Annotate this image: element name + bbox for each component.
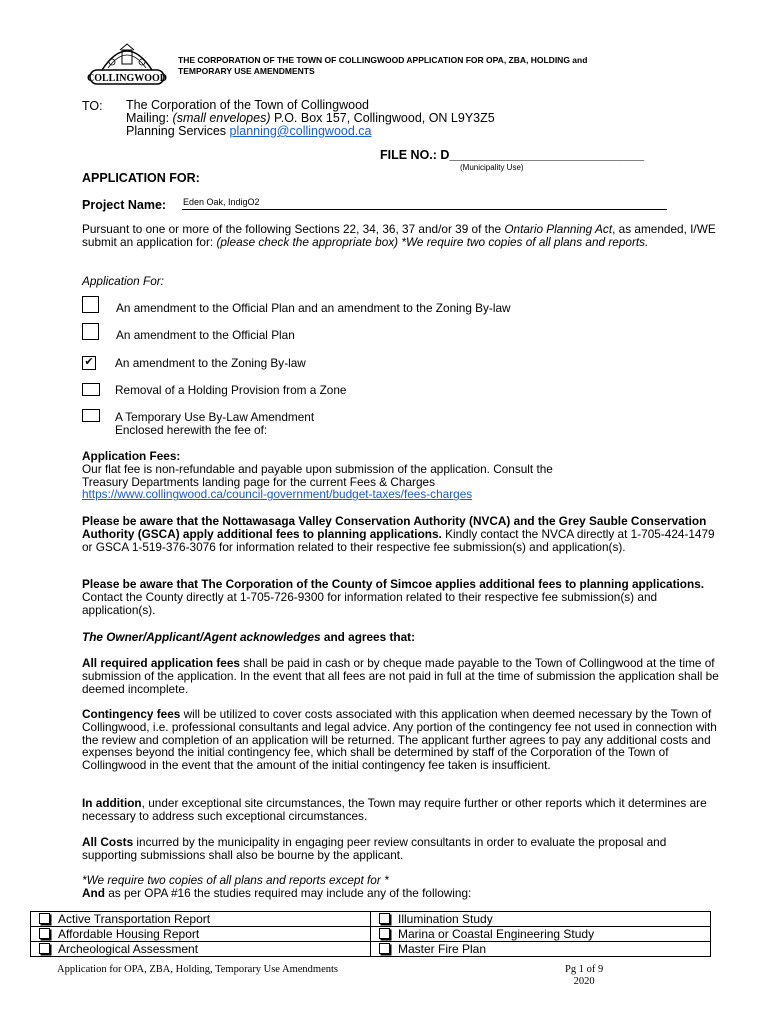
fees-charges-link[interactable]: https://www.collingwood.ca/council-government/budget-taxes/fees-charges xyxy=(82,487,473,502)
option-label-opa-zba: An amendment to the Official Plan and an amendment to the Zoning By-law xyxy=(116,301,511,315)
contingency-paragraph: Contingency fees will be utilized to cover costs associated with this application when deemed necessary by the Town of Collingwood, i.e. professional consultants and legal advice. Any portion of the contingency fee not used in connection with the review and completion of an application will be returned. The applicant further agrees to pay any additional costs and expenses beyond the initial contingency fee, which shall be determined by staff of the Corporation of the Town of Collingwood in the event that the amount of the initial contingency fee taken is insufficient. xyxy=(82,707,717,773)
footer-year: 2020 xyxy=(573,976,595,987)
address-block xyxy=(126,99,495,138)
option-label-opa: An amendment to the Official Plan xyxy=(116,328,295,342)
nvca-notice: Please be aware that the Nottawasaga Valley Conservation Authority (NVCA) and the Grey Sauble Conservation Authority (GSCA) apply additional fees to planning applications. Kindly contact the NVCA directly at 1-705-424-1479 or GSCA 1-519-376-3076 for information related to their respective fee submission(s) and application(s). xyxy=(82,514,715,554)
application-for-subheading: Application For: xyxy=(82,274,164,288)
study-cell[interactable]: Marina or Coastal Engineering Study xyxy=(371,927,711,942)
document-title: THE CORPORATION OF THE TOWN OF COLLINGWOOD APPLICATION FOR OPA, ZBA, HOLDING and TEMPORARY USE AMENDMENTS xyxy=(178,55,588,76)
option-label-holding: Removal of a Holding Provision from a Zone xyxy=(115,383,347,397)
studies-table xyxy=(30,911,711,957)
checkbox-icon xyxy=(379,943,390,954)
email-link[interactable]: planning@collingwood.ca xyxy=(229,124,372,138)
option-checkbox-zba[interactable]: ✔ xyxy=(82,356,96,370)
checkbox-icon xyxy=(39,928,50,939)
footer-page-info xyxy=(565,964,603,988)
copies-paragraph: *We require two copies of all plans and reports except for * And as per OPA #16 the studies required may include any of the following: xyxy=(82,873,472,900)
table-row xyxy=(31,927,711,942)
option-label-temporary-use: A Temporary Use By-Law Amendment xyxy=(115,410,315,424)
option-checkbox-opa[interactable] xyxy=(82,323,99,340)
address-line2: Mailing: (small envelopes) P.O. Box 157, Collingwood, ON L9Y3Z5 xyxy=(126,111,495,125)
enclosed-fee-text: Enclosed herewith the fee of: xyxy=(115,423,268,437)
project-name-label: Project Name: xyxy=(82,198,167,212)
checkbox-icon xyxy=(39,943,50,954)
all-costs-paragraph: All Costs incurred by the municipality in engaging peer review consultants in order to evaluate the proposal and supporting submissions shall also be bourne by the applicant. xyxy=(82,835,667,862)
study-cell[interactable]: Active Transportation Report xyxy=(31,912,371,927)
address-line3: Planning Services planning@collingwood.ca xyxy=(126,124,372,138)
table-row xyxy=(31,942,711,957)
page-number: Pg 1 of 9 xyxy=(565,964,604,975)
acknowledgement-heading: The Owner/Applicant/Agent acknowledges and agrees that: xyxy=(82,630,416,644)
project-name-underline xyxy=(182,209,667,210)
address-line1: The Corporation of the Town of Collingwood xyxy=(126,98,369,112)
table-row xyxy=(31,912,711,927)
option-checkbox-temporary-use[interactable] xyxy=(82,409,100,422)
addition-paragraph: In addition, under exceptional site circumstances, the Town may require further or other reports which it determines are necessary to address such exceptional circumstances. xyxy=(82,796,707,823)
study-cell[interactable]: Archeological Assessment xyxy=(31,942,371,957)
application-for-heading: APPLICATION FOR: xyxy=(82,171,200,185)
county-notice: Please be aware that The Corporation of the County of Simcoe applies additional fees to planning applications. Contact the County directly at 1-705-726-9300 for information related to their respective fee submission(s) and application(s). xyxy=(82,577,705,617)
option-checkbox-holding[interactable] xyxy=(82,383,100,396)
checkbox-icon xyxy=(379,928,390,939)
option-label-zba: An amendment to the Zoning By-law xyxy=(115,356,306,370)
to-label: TO: xyxy=(82,99,103,113)
municipality-use-note: (Municipality Use) xyxy=(460,163,524,172)
logo-text: COLLINGWOOD xyxy=(86,73,168,84)
town-logo xyxy=(82,40,172,90)
study-cell[interactable]: Master Fire Plan xyxy=(371,942,711,957)
checkbox-icon xyxy=(379,913,390,924)
application-fees-heading: Application Fees: xyxy=(82,449,181,463)
fees-paid-paragraph: All required application fees shall be paid in cash or by cheque made payable to the Town of Collingwood at the time of submission of the application. In the event that all fees are not paid in full at the time of submission the application shall be deemed incomplete. xyxy=(82,656,719,696)
checkbox-icon xyxy=(39,913,50,924)
option-checkbox-opa-zba[interactable] xyxy=(82,296,99,313)
project-name-input[interactable]: Eden Oak, IndigO2 xyxy=(183,197,260,207)
footer-title: Application for OPA, ZBA, Holding, Temporary Use Amendments xyxy=(57,964,338,975)
study-cell[interactable]: Illumination Study xyxy=(371,912,711,927)
application-fees-section: Application Fees: Our flat fee is non-refundable and payable upon submission of the application. Consult the Treasury Departments landing page for the current Fees & Charges https://www.collingwood.ca/council-government/budget-taxes/fees-charges xyxy=(82,449,553,502)
file-number-field: FILE NO.: D____________________________ xyxy=(380,148,645,162)
study-cell[interactable]: Affordable Housing Report xyxy=(31,927,371,942)
pursuant-paragraph: Pursuant to one or more of the following Sections 22, 34, 36, 37 and/or 39 of the Ontario Planning Act, as amended, I/WE submit an application for: (please check the appropriate box) *We require two copies of all plans and reports. xyxy=(82,222,716,249)
